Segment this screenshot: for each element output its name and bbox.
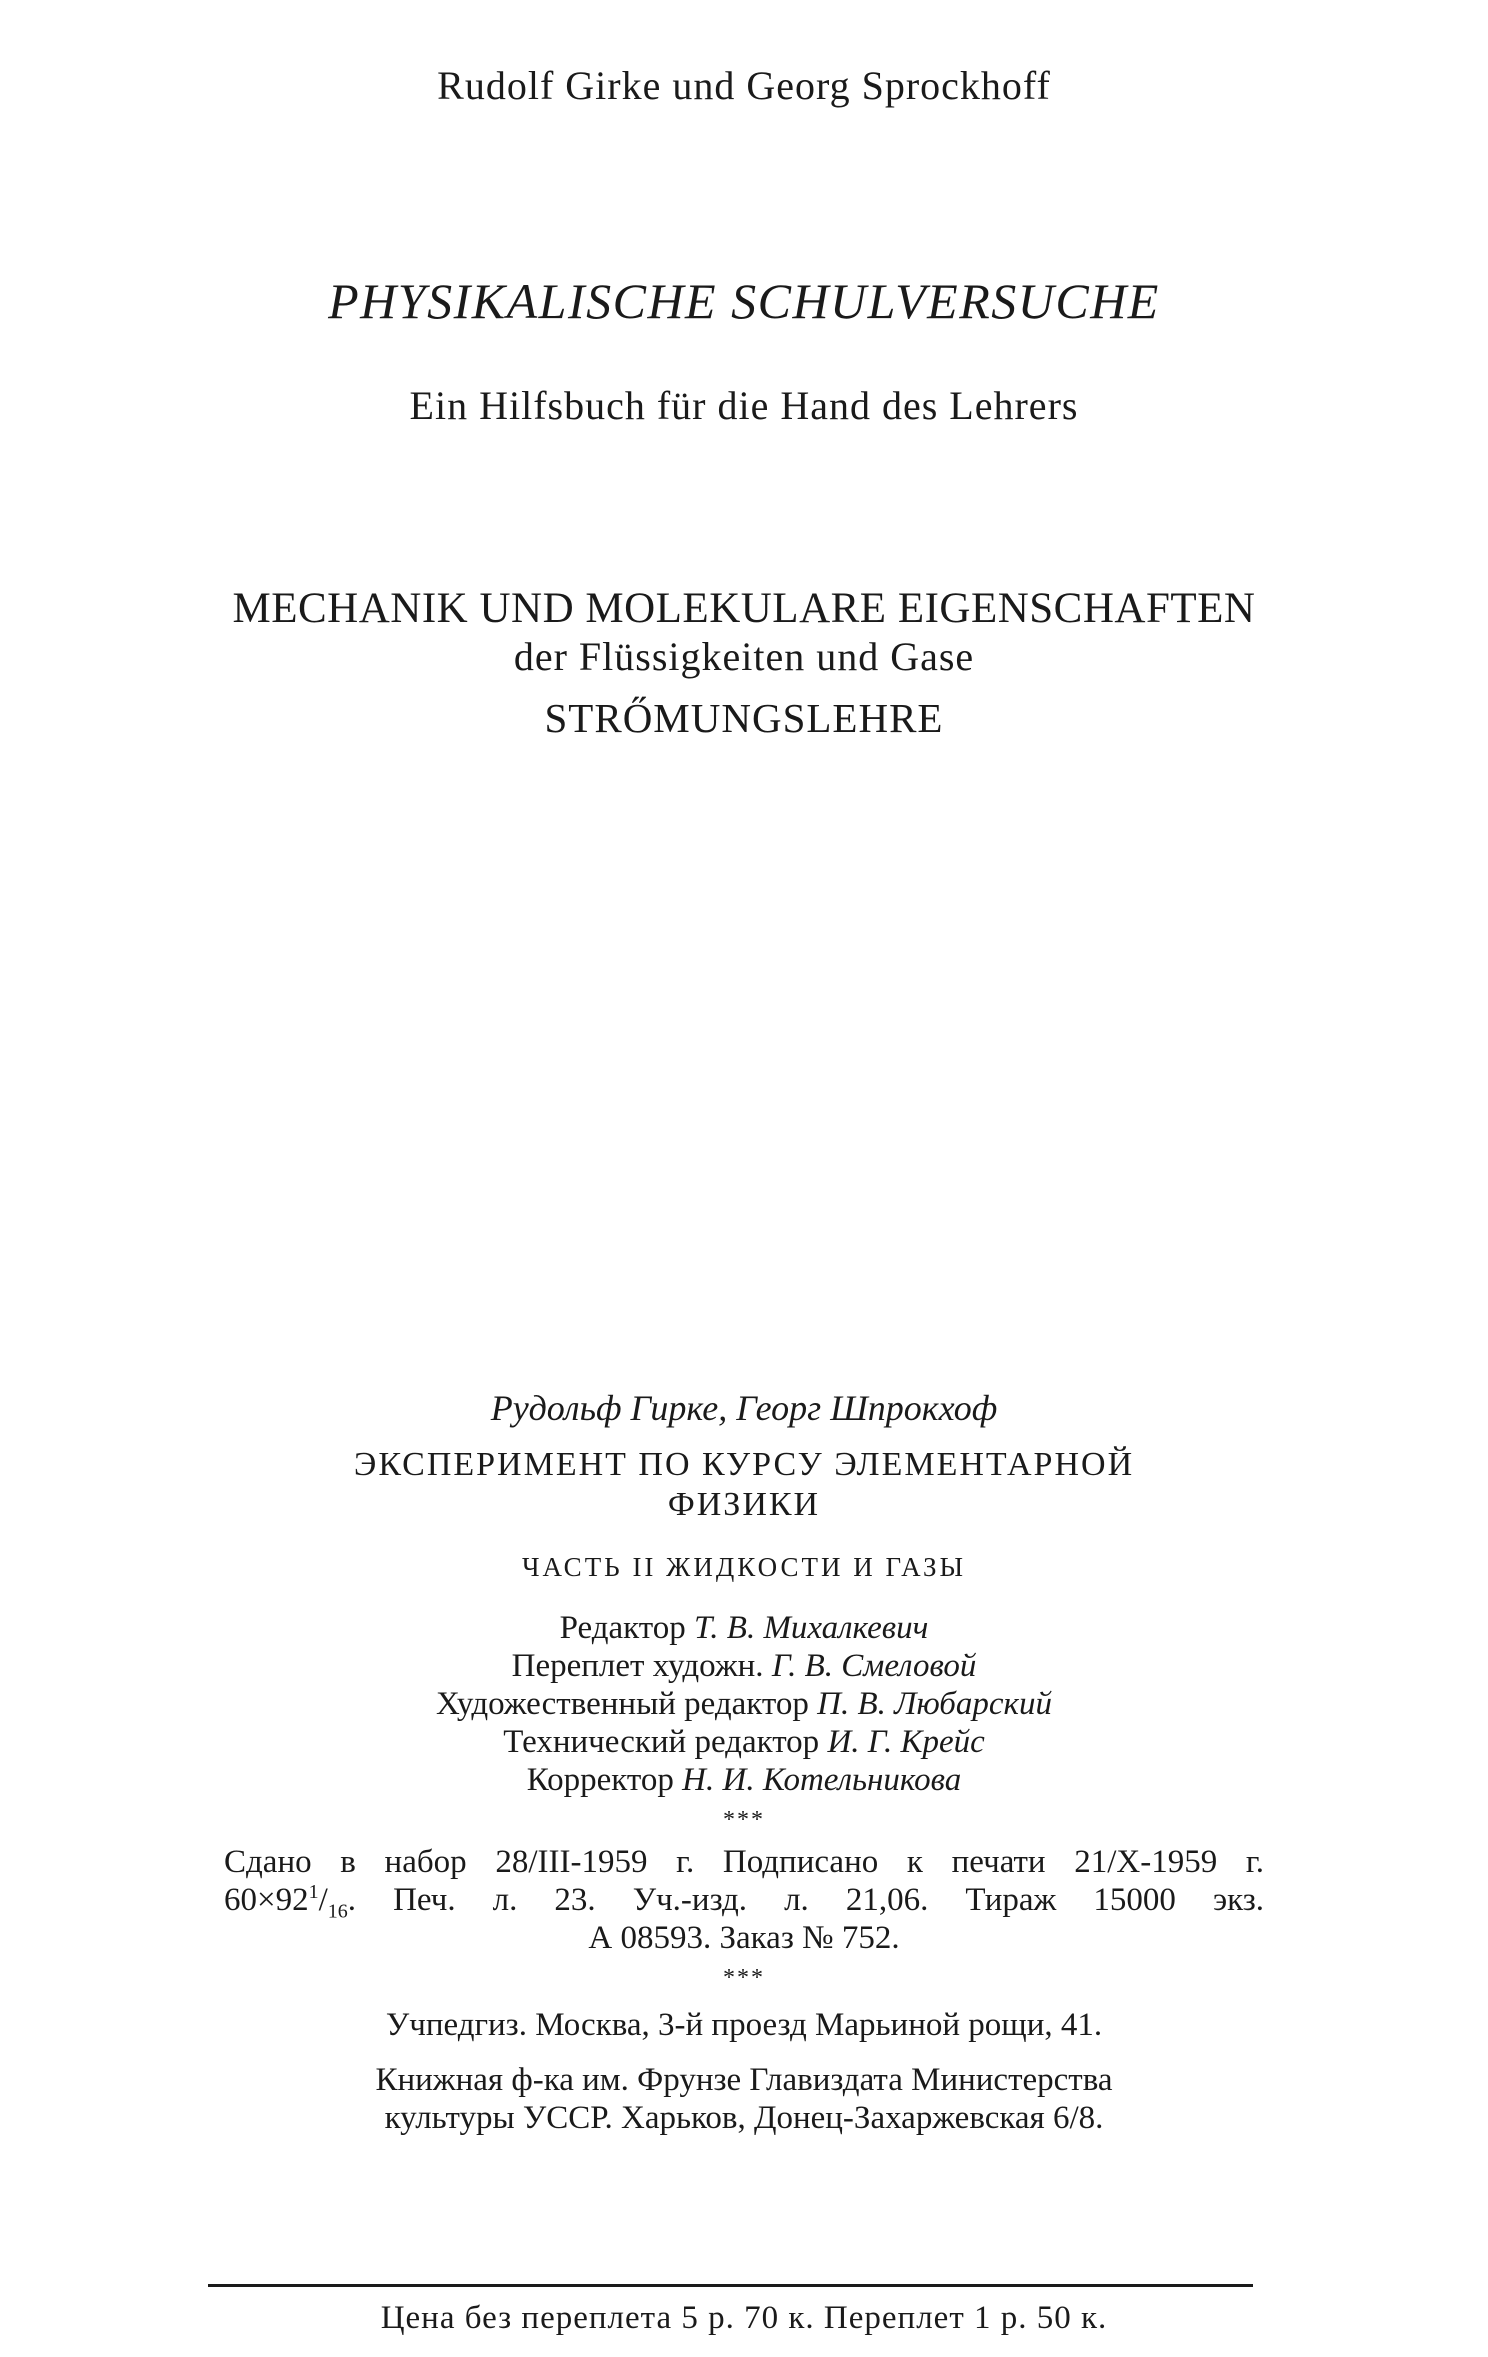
credit-role: Переплет художн. <box>511 1648 764 1684</box>
credit-line <box>0 1723 1488 1761</box>
format-sub: 16 <box>327 1900 348 1923</box>
publication-info <box>0 1843 1488 1957</box>
credit-role: Редактор <box>559 1610 686 1646</box>
russian-imprint <box>0 1385 1488 2137</box>
credit-line <box>0 1609 1488 1647</box>
credit-line <box>0 1761 1488 1799</box>
russian-authors: Рудольф Гирке, Георг Шпрокхоф <box>490 1388 998 1428</box>
german-authors: Rudolf Girke und Georg Sprockhoff <box>437 63 1051 108</box>
credit-role: Художественный редактор <box>435 1686 809 1722</box>
russian-title-line-2: ФИЗИКИ <box>667 1486 821 1523</box>
format-sup: 1 <box>308 1881 319 1903</box>
separator-stars: *** <box>723 1965 765 1991</box>
printer-line-1: Книжная ф-ка им. Фрунзе Главиздата Министерства <box>375 2062 1113 2098</box>
horizontal-rule <box>208 2284 1253 2287</box>
pubinfo-line-2 <box>224 1881 1264 1923</box>
credit-role: Корректор <box>526 1762 674 1798</box>
format-rest: . Печ. л. 23. Уч.-изд. л. 21,06. Тираж 15000 экз. <box>347 1882 1264 1918</box>
credit-name: П. В. Любарский <box>817 1686 1052 1722</box>
publisher-address: Учпедгиз. Москва, 3-й проезд Марьиной рощи, 41. <box>385 2007 1103 2043</box>
credit-name: И. Г. Крейс <box>827 1724 985 1760</box>
credit-name: Н. И. Котельникова <box>682 1762 962 1798</box>
credit-line <box>0 1647 1488 1685</box>
credits-list <box>0 1609 1488 1799</box>
printer-info <box>0 2061 1488 2137</box>
pubinfo-line-3: А 08593. Заказ № 752. <box>588 1920 900 1956</box>
credit-name: Г. В. Смеловой <box>771 1648 977 1684</box>
pubinfo-line-1: Сдано в набор 28/III-1959 г. Подписано к печати 21/X-1959 г. <box>224 1844 1264 1880</box>
credit-name: Т. В. Михалкевич <box>694 1610 929 1646</box>
german-part-title: MECHANIK UND MOLEKULARE EIGENSCHAFTEN <box>232 585 1256 632</box>
format-slash: / <box>318 1882 328 1918</box>
printer-line-2: культуры УССР. Харьков, Донец-Захаржевская 6/8. <box>384 2100 1104 2136</box>
german-part-subtitle-2: STRŐMUNGSLEHRE <box>544 695 944 741</box>
russian-title-line-1: ЭКСПЕРИМЕНТ ПО КУРСУ ЭЛЕМЕНТАРНОЙ <box>353 1446 1135 1483</box>
separator-stars: *** <box>723 1807 765 1833</box>
german-part-subtitle: der Flüssigkeiten und Gase <box>513 634 975 679</box>
format-prefix: 60×92 <box>224 1882 309 1918</box>
credit-role: Технический редактор <box>503 1724 820 1760</box>
german-title: PHYSIKALISCHE SCHULVERSUCHE <box>328 273 1160 329</box>
german-subtitle: Ein Hilfsbuch für die Hand des Lehrers <box>409 383 1079 428</box>
price-line: Цена без переплета 5 р. 70 к. Переплет 1 р. 50 к. <box>380 2300 1108 2336</box>
russian-part-title: ЧАСТЬ II ЖИДКОСТИ И ГАЗЫ <box>521 1552 967 1582</box>
credit-line <box>0 1685 1488 1723</box>
